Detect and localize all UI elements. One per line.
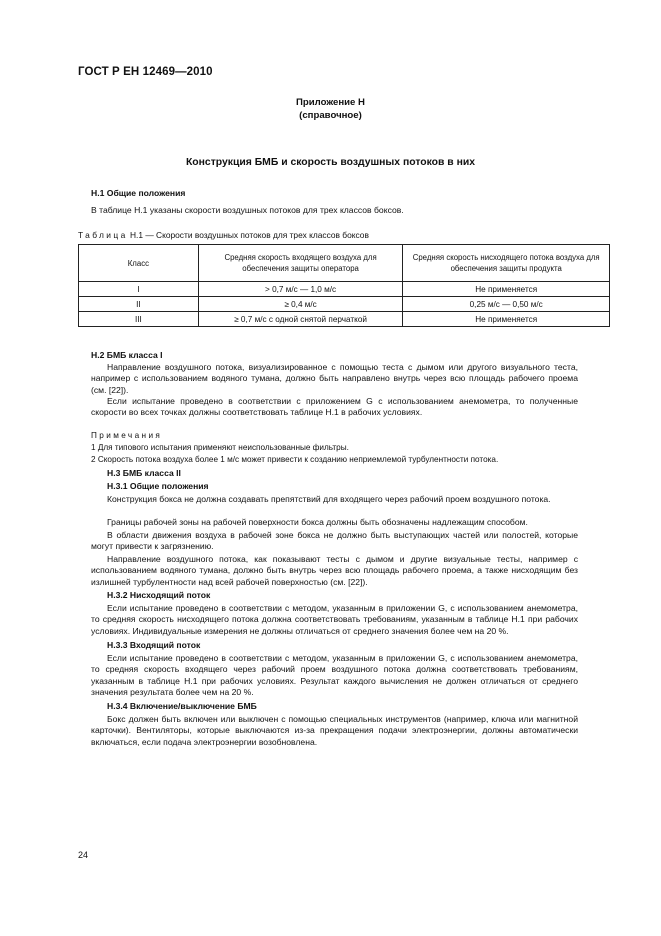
section-title: Конструкция БМБ и скорость воздушных потоков в них — [185, 157, 476, 168]
page-number: 24 — [78, 850, 89, 860]
h3-1-paragraph-2: Границы рабочей зоны на рабочей поверхности бокса должны быть обозначены надлежащим способом. — [107, 517, 528, 527]
note-2: 2 Скорость потока воздуха более 1 м/с может привести к созданию неприемлемой турбулентности потока. — [91, 455, 499, 464]
table-header-downflow: Средняя скорость нисходящего потока воздуха для обеспечения защиты продукта — [403, 245, 610, 282]
h2-heading: Н.2 БМБ класса I — [91, 350, 163, 360]
h3-2-heading: Н.3.2 Нисходящий поток — [107, 590, 211, 600]
airflow-table — [78, 244, 610, 327]
h3-1-paragraph-4: Направление воздушного потока, как показывают тесты с дымом и другие визуальные тесты, например с использованием водяного тумана, должно быть внутрь через всю площадь рабочего проема, а также нисходящим без излишней турбулентности над всей рабочей поверхностью (см. [22]). — [91, 554, 578, 587]
table-cell: > 0,7 м/с — 1,0 м/с — [198, 282, 403, 297]
table-cell: ≥ 0,7 м/с с одной снятой перчаткой — [198, 312, 403, 327]
h1-heading: Н.1 Общие положения — [91, 188, 186, 198]
table-caption — [78, 230, 369, 240]
h3-4-heading: Н.3.4 Включение/выключение БМБ — [107, 701, 257, 711]
table-row — [79, 312, 610, 327]
table-cell: III — [79, 312, 199, 327]
table-row — [79, 282, 610, 297]
document-code-header: ГОСТ Р ЕН 12469—2010 — [78, 66, 213, 78]
table-cell: II — [79, 297, 199, 312]
table-caption-text: Н.1 — Скорости воздушных потоков для трех классов боксов — [129, 230, 369, 240]
table-header-row — [79, 245, 610, 282]
h1-text: В таблице Н.1 указаны скорости воздушных потоков для трех классов боксов. — [91, 205, 404, 215]
notes-label: Примечания — [91, 431, 163, 440]
table-cell: Не применяется — [403, 312, 610, 327]
table-cell: ≥ 0,4 м/с — [198, 297, 403, 312]
table-cell: 0,25 м/с — 0,50 м/с — [403, 297, 610, 312]
h3-1-heading: Н.3.1 Общие положения — [107, 481, 209, 491]
table-cell: Не применяется — [403, 282, 610, 297]
table-row — [79, 297, 610, 312]
h3-1-paragraph-1: Конструкция бокса не должна создавать препятствий для входящего через рабочий проем воздушного потока. — [107, 494, 551, 504]
table-cell: I — [79, 282, 199, 297]
h3-heading: Н.3 БМБ класса II — [107, 468, 181, 478]
h3-3-paragraph: Если испытание проведено в соответствии с методом, указанным в приложении G, с использованием анемометра, то средняя скорость входящего через рабочий проем воздушного потока должна соответствовать требованиям, указанным в таблице Н.1 при рабочих условиях. Результат каждого вычисления не должен отличаться от среднего значения результата более чем на 20 %. — [91, 653, 578, 697]
h3-3-heading: Н.3.3 Входящий поток — [107, 640, 201, 650]
h3-4-paragraph: Бокс должен быть включен или выключен с помощью специальных инструментов (например, ключа или магнитной карточки). Вентиляторы, которые выключаются из-за прекращения подачи электроэнергии, должны автоматически включаться, если подача электроэнергии возобновлена. — [91, 714, 578, 747]
h3-2-paragraph: Если испытание проведено в соответствии с методом, указанным в приложении G, с использованием анемометра, то средняя скорость нисходящего потока должна соответствовать требованиям, указанным в таблице Н.1 при рабочих условиях. Индивидуальные измерения не должны отличаться от среднего значения более чем на 20 %. — [91, 603, 578, 636]
h2-paragraph-1: Направление воздушного потока, визуализированное с помощью теста с дымом или другого визуального теста, например с использованием водяного тумана, должно быть направлено внутрь через всю площадь рабочего проема (см. [22]). — [91, 362, 578, 395]
table-header-inflow: Средняя скорость входящего воздуха для обеспечения защиты оператора — [198, 245, 403, 282]
table-caption-label: Таблица — [78, 230, 128, 240]
annex-title: Приложение Н — [296, 97, 365, 108]
annex-status: (справочное) — [299, 110, 362, 121]
h3-1-paragraph-3: В области движения воздуха в рабочей зоне бокса не должно быть выступающих частей или полостей, которые могут привести к загрязнению. — [91, 530, 578, 552]
h2-paragraph-2: Если испытание проведено в соответствии с приложением G с использованием анемометра, то полученные скорости во всех точках должны соответствовать таблице Н.1 в рабочих условиях. — [91, 396, 578, 418]
note-1: 1 Для типового испытания применяют неиспользованные фильтры. — [91, 443, 349, 452]
table-header-class: Класс — [79, 245, 199, 282]
